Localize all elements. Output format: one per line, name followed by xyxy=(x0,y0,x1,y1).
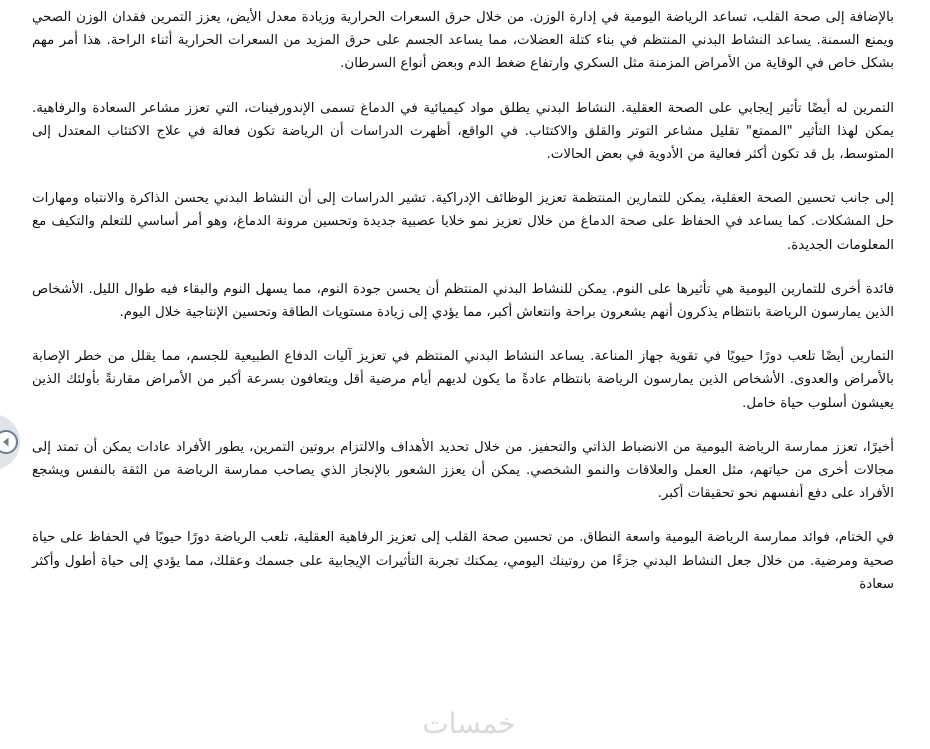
paragraph-sleep: فائدة أخرى للتمارين اليومية هي تأثيرها على النوم. يمكن للنشاط البدني المنتظم أن يحسن جودة النوم، مما يسهل النوم والبقاء فيه طوال الليل. الأشخاص الذين يمارسون الرياضة بانتظام يذكرون أنهم يشعرون براحة وانتعاش أكبر، مما يؤدي إلى زيادة مستويات الطاقة وتحسين الإنتاجية خلال اليوم. xyxy=(32,281,894,321)
paragraph-heart-weight: بالإضافة إلى صحة القلب، تساعد الرياضة اليومية في إدارة الوزن. من خلال حرق السعرات الحرارية وزيادة معدل الأيض، يعزز التمرين فقدان الوزن الصحي ويمنع السمنة. يساعد النشاط البدني المنتظم في بناء كتلة العضلات، مما يساعد الجسم على حرق المزيد من السعرات الحرارية أثناء الراحة. هذا أمر مهم بشكل خاص في الوقاية من الأمراض المزمنة مثل السكري وارتفاع ضغط الدم وبعض أنواع السرطان. xyxy=(32,10,894,72)
paragraph-self-discipline: أخيرًا، تعزز ممارسة الرياضة اليومية من الانضباط الذاتي والتحفيز. من خلال تحديد الأهداف والالتزام بروتين التمرين، يطور الأفراد عادات يمكن أن تمتد إلى مجالات أخرى من حياتهم، مثل العمل والعلاقات والنمو الشخصي. يمكن أن يعزز الشعور بالإنجاز الذي يصاحب ممارسة الرياضة من الثقة بالنفس ويشجع الأفراد على دفع أنفسهم نحو تحقيقات أكبر. xyxy=(32,439,894,502)
paragraph-conclusion: في الختام، فوائد ممارسة الرياضة اليومية واسعة النطاق. من تحسين صحة القلب إلى تعزيز الرفاهية العقلية، تلعب الرياضة دورًا حيويًا في الحفاظ على حياة صحية ومرضية. من خلال جعل النشاط البدني جزءًا من روتينك اليومي، يمكنك تجربة التأثيرات الإيجابية على جسمك وعقلك، مما يؤدي إلى حياة أطول وأكثر سعادة xyxy=(32,530,894,592)
article-body xyxy=(32,6,894,596)
paragraph-cognitive-functions: إلى جانب تحسين الصحة العقلية، يمكن للتمارين المنتظمة تعزيز الوظائف الإدراكية. تشير الدراسات إلى أن النشاط البدني يحسن الذاكرة والانتباه ومهارات حل المشكلات. كما يساعد في الحفاظ على صحة الدماغ من خلال تعزيز نمو خلايا عصبية جديدة وتحسين مرونة الدماغ، وهو أمر أساسي للتعلم والتكيف مع المعلومات الجديدة. xyxy=(32,191,894,253)
paragraph-immune-system: التمارين أيضًا تلعب دورًا حيويًا في تقوية جهاز المناعة. يساعد النشاط البدني المنتظم في تعزيز آليات الدفاع الطبيعية للجسم، مما يقلل من خطر الإصابة بالأمراض والعدوى. الأشخاص الذين يمارسون الرياضة بانتظام عادةً ما يكون لديهم أيام مرضية أقل ويتعافون بسرعة أكبر من الأمراض مقارنةً بأولئك الذين يعيشون أسلوب حياة خامل. xyxy=(32,349,894,411)
watermark-text: خمسات xyxy=(422,707,516,740)
previous-page-button[interactable] xyxy=(0,414,20,470)
chevron-left-circle-icon xyxy=(0,430,18,454)
paragraph-mental-health: التمرين له أيضًا تأثير إيجابي على الصحة العقلية. النشاط البدني يطلق مواد كيميائية في الدماغ تسمى الإندورفينات، التي تعزز مشاعر السعادة والرفاهية. يمكن لهذا التأثير "الممتع" تقليل مشاعر التوتر والقلق والاكتئاب. في الواقع، أظهرت الدراسات أن الرياضة تكون فعالة في علاج الاكتئاب المعتدل إلى المتوسط، بل قد تكون أكثر فعالية من الأدوية في بعض الحالات. xyxy=(32,100,894,163)
